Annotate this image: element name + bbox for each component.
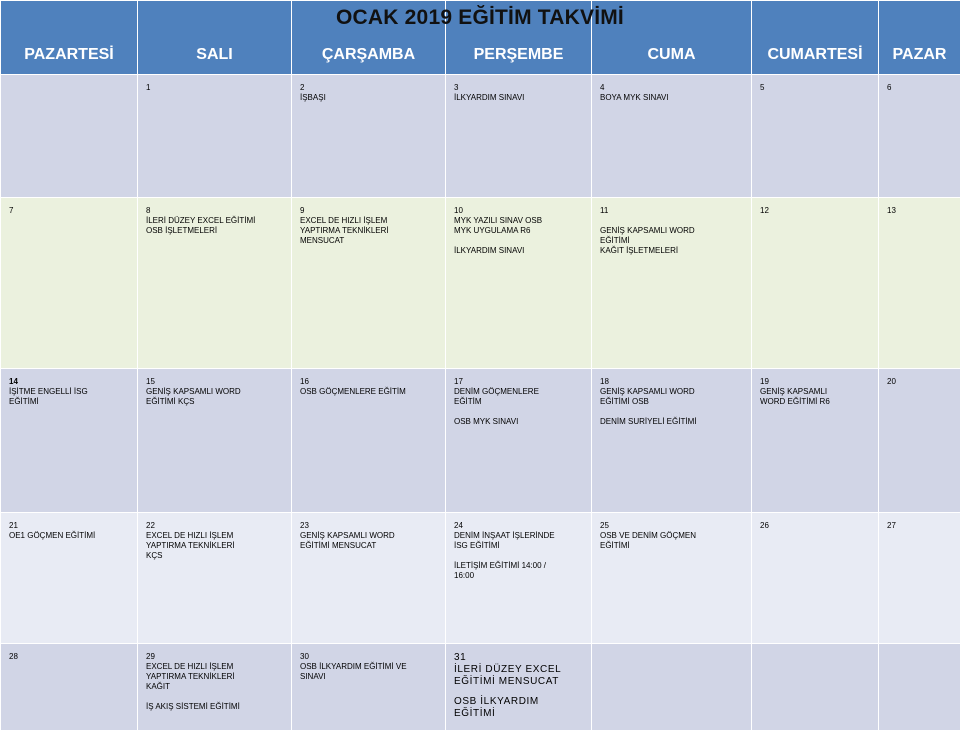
day-cell <box>446 75 592 198</box>
page-title: OCAK 2019 EĞİTİM TAKVİMİ <box>0 6 960 30</box>
day-events: İLERİ DÜZEY EXCEL EĞİTİMİ OSB İŞLETMELERİ <box>146 216 291 236</box>
week-row <box>1 644 960 731</box>
day-header-saturday: CUMARTESİ <box>752 1 879 75</box>
day-cell <box>592 369 752 513</box>
day-events: DENİM GÖÇMENLERE EĞİTİM <box>454 387 591 407</box>
day-number: 7 <box>9 206 137 216</box>
day-cell <box>1 75 138 198</box>
day-number: 6 <box>887 83 960 93</box>
day-cell <box>138 644 292 731</box>
day-events: İŞİTME ENGELLİ İSG EĞİTİMİ <box>9 387 137 407</box>
day-events-secondary: İLETİŞİM EĞİTİMİ 14:00 / 16:00 <box>454 561 591 581</box>
day-number: 23 <box>300 521 445 531</box>
day-number: 17 <box>454 377 591 387</box>
day-cell <box>292 369 446 513</box>
day-events: GENİŞ KAPSAMLI WORD EĞİTİMİ KÇS <box>146 387 291 407</box>
day-cell <box>752 198 879 369</box>
week-row <box>1 513 960 644</box>
day-cell <box>292 513 446 644</box>
day-number: 8 <box>146 206 291 216</box>
day-cell <box>1 644 138 731</box>
day-cell <box>1 198 138 369</box>
day-cell <box>592 198 752 369</box>
day-events-secondary: OSB MYK SINAVI <box>454 417 591 427</box>
day-cell <box>138 369 292 513</box>
day-number: 16 <box>300 377 445 387</box>
day-number: 27 <box>887 521 960 531</box>
day-events: OE1 GÖÇMEN EĞİTİMİ <box>9 531 137 541</box>
day-events: İŞBAŞI <box>300 93 445 103</box>
day-cell <box>592 644 752 731</box>
day-number: 13 <box>887 206 960 216</box>
day-events-secondary: İŞ AKIŞ SİSTEMİ EĞİTİMİ <box>146 702 291 712</box>
day-cell <box>879 75 960 198</box>
day-number: 15 <box>146 377 291 387</box>
day-events-secondary: DENİM SURİYELİ EĞİTİMİ <box>600 417 751 427</box>
day-number: 30 <box>300 652 445 662</box>
day-cell <box>138 75 292 198</box>
day-number: 3 <box>454 83 591 93</box>
day-events: EXCEL DE HIZLI İŞLEM YAPTIRMA TEKNİKLERİ KÇS <box>146 531 291 561</box>
day-events: MYK YAZILI SINAV OSB MYK UYGULAMA R6 <box>454 216 591 236</box>
day-events: OSB VE DENİM GÖÇMEN EĞİTİMİ <box>600 531 751 551</box>
day-cell <box>292 644 446 731</box>
day-number: 21 <box>9 521 137 531</box>
day-cell <box>292 198 446 369</box>
day-number: 28 <box>9 652 137 662</box>
day-number: 12 <box>760 206 878 216</box>
week-row <box>1 198 960 369</box>
day-number: 9 <box>300 206 445 216</box>
day-cell <box>446 198 592 369</box>
day-number: 10 <box>454 206 591 216</box>
day-cell <box>879 644 960 731</box>
day-cell <box>752 75 879 198</box>
day-events: OSB GÖÇMENLERE EĞİTİM <box>300 387 445 397</box>
day-events: GENİŞ KAPSAMLI WORD EĞİTİMİ R6 <box>760 387 878 407</box>
day-cell <box>1 513 138 644</box>
day-header-tuesday: SALI <box>138 1 292 75</box>
day-number: 5 <box>760 83 878 93</box>
day-events: BOYA MYK SINAVI <box>600 93 751 103</box>
day-events-secondary: GENİŞ KAPSAMLI WORD EĞİTİMİ KAĞIT İŞLETMELERİ <box>600 226 751 256</box>
day-number: 4 <box>600 83 751 93</box>
day-events: İLERİ DÜZEY EXCEL EĞİTİMİ MENSUCAT <box>454 664 591 688</box>
day-cell <box>879 369 960 513</box>
day-number: 26 <box>760 521 878 531</box>
day-cell <box>592 75 752 198</box>
day-number: 31 <box>454 652 591 664</box>
day-cell <box>446 369 592 513</box>
day-events-secondary: OSB İLKYARDIM EĞİTİMİ <box>454 696 591 720</box>
day-number: 18 <box>600 377 751 387</box>
day-cell <box>138 198 292 369</box>
day-number: 25 <box>600 521 751 531</box>
day-events: EXCEL DE HIZLI İŞLEM YAPTIRMA TEKNİKLERİ KAĞIT <box>146 662 291 692</box>
day-number: 20 <box>887 377 960 387</box>
day-header-thursday: PERŞEMBE <box>446 1 592 75</box>
day-number: 19 <box>760 377 878 387</box>
day-cell <box>446 644 592 731</box>
day-header-sunday: PAZAR <box>879 1 960 75</box>
day-cell <box>752 513 879 644</box>
day-number: 29 <box>146 652 291 662</box>
day-number: 2 <box>300 83 445 93</box>
day-events-secondary: İLKYARDIM SINAVI <box>454 246 591 256</box>
day-events: OSB İLKYARDIM EĞİTİMİ VE SINAVI <box>300 662 445 682</box>
day-events: DENİM İNŞAAT İŞLERİNDE İSG EĞİTİMİ <box>454 531 591 551</box>
day-cell <box>752 644 879 731</box>
day-cell <box>292 75 446 198</box>
day-number: 1 <box>146 83 291 93</box>
day-header-wednesday: ÇARŞAMBA <box>292 1 446 75</box>
day-number: 14 <box>9 377 137 387</box>
day-events: GENİŞ KAPSAMLI WORD EĞİTİMİ OSB <box>600 387 751 407</box>
week-row <box>1 369 960 513</box>
day-number: 24 <box>454 521 591 531</box>
day-cell <box>446 513 592 644</box>
week-row <box>1 75 960 198</box>
day-events: İLKYARDIM SINAVI <box>454 93 591 103</box>
day-cell <box>752 369 879 513</box>
day-cell <box>879 198 960 369</box>
day-events: GENİŞ KAPSAMLI WORD EĞİTİMİ MENSUCAT <box>300 531 445 551</box>
day-number: 11 <box>600 206 751 216</box>
day-cell <box>1 369 138 513</box>
day-cell <box>592 513 752 644</box>
day-cell <box>138 513 292 644</box>
day-header-monday: PAZARTESİ <box>1 1 138 75</box>
day-header-friday: CUMA <box>592 1 752 75</box>
day-events: EXCEL DE HIZLI İŞLEM YAPTIRMA TEKNİKLERİ MENSUCAT <box>300 216 445 246</box>
day-number: 22 <box>146 521 291 531</box>
day-cell <box>879 513 960 644</box>
